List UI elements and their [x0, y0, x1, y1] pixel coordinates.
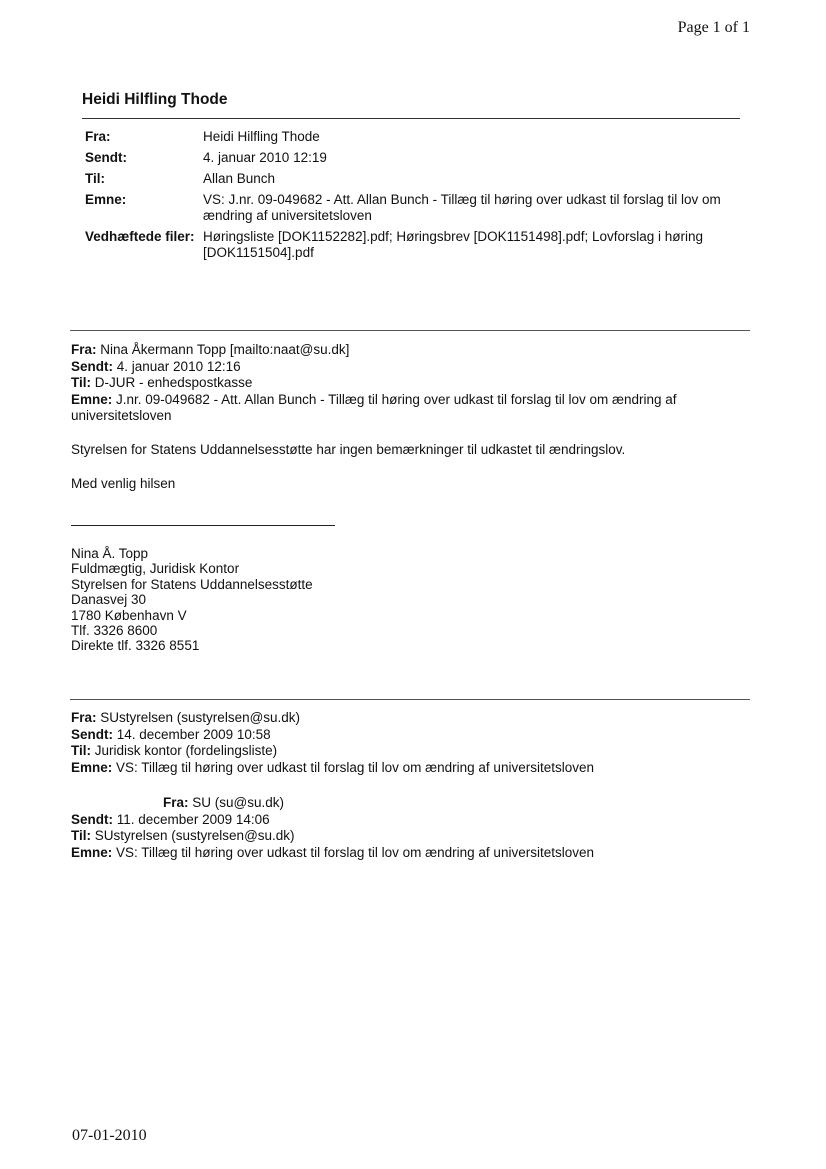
msg3-from-value: SU (su@su.dk) [192, 795, 285, 810]
sender-title: Heidi Hilfling Thode [82, 91, 228, 108]
msg3-subject-value: VS: Tillæg til høring over udkast til forslag til lov om ændring af universitetsloven [116, 844, 594, 860]
msg3-subject-label: Emne: [71, 844, 113, 860]
message-divider [70, 699, 750, 700]
msg1-sent [71, 359, 751, 376]
subject-value: VS: J.nr. 09-049682 - Att. Allan Bunch - Tillæg til høring over udkast til forslag til lov om ændring af universitetsloven [203, 192, 721, 223]
msg1-sent-value: 4. januar 2010 12:16 [116, 358, 241, 374]
msg1-to-value: D-JUR - enhedspostkasse [94, 375, 253, 390]
forwarded-message-3 [71, 795, 751, 861]
message-divider [70, 330, 750, 331]
msg3-to [71, 828, 751, 845]
msg2-from-label: Fra: [71, 710, 97, 725]
msg1-from-value: Nina Åkermann Topp [mailto:naat@su.dk] [100, 342, 350, 357]
signature-line: Styrelsen for Statens Uddannelsesstøtte [71, 576, 313, 592]
signature-line: 1780 København V [71, 607, 187, 623]
msg1-subject [71, 392, 731, 425]
msg3-from [71, 795, 751, 812]
msg3-subject [71, 845, 751, 862]
from-value: Heidi Hilfling Thode [203, 129, 320, 144]
forwarded-message-2 [71, 710, 751, 776]
msg2-subject [71, 760, 751, 777]
signature-line: Direkte tlf. 3326 8551 [71, 638, 200, 654]
forwarded-message-1 [71, 342, 751, 425]
email-header [85, 129, 735, 266]
attachments-value: Høringsliste [DOK1152282].pdf; Høringsbrev [DOK1151498].pdf; Lovforslag i høring [DOK1151504].pdf [203, 229, 703, 260]
footer-date: 07-01-2010 [72, 1127, 147, 1144]
subject-label: Emne: [85, 192, 127, 207]
msg1-closing: Med venlig hilsen [71, 476, 176, 491]
signature-block [71, 546, 313, 654]
msg3-from-label: Fra: [163, 795, 189, 810]
from-label: Fra: [85, 129, 111, 144]
signature-line: Nina Å. Topp [71, 546, 149, 561]
signature-line: Danasvej 30 [71, 592, 147, 608]
msg1-from [71, 342, 751, 359]
msg1-body: Styrelsen for Statens Uddannelsesstøtte har ingen bemærkninger til udkastet til ændringslov. [71, 442, 626, 457]
to-label: Til: [85, 171, 105, 186]
msg2-subject-value: VS: Tillæg til høring over udkast til forslag til lov om ændring af universitetsloven [116, 759, 594, 775]
msg2-from [71, 710, 751, 727]
msg2-to [71, 743, 751, 760]
msg3-to-value: SUstyrelsen (sustyrelsen@su.dk) [94, 828, 295, 843]
msg3-sent-value: 11. december 2009 14:06 [116, 811, 270, 827]
msg1-to-label: Til: [71, 375, 91, 390]
sent-value: 4. januar 2010 12:19 [203, 150, 327, 165]
msg2-sent-label: Sendt: [71, 726, 113, 742]
msg3-sent [71, 812, 751, 829]
signature-line: Fuldmægtig, Juridisk Kontor [71, 561, 240, 577]
msg3-sent-label: Sendt: [71, 811, 113, 827]
msg1-subject-value: J.nr. 09-049682 - Att. Allan Bunch - Tillæg til høring over udkast til forslag til lov om ændring af universitetsloven [71, 391, 677, 423]
msg2-sent [71, 727, 751, 744]
page-number: Page 1 of 1 [677, 19, 750, 36]
msg2-from-value: SUstyrelsen (sustyrelsen@su.dk) [100, 710, 301, 725]
header-subject-row [85, 192, 735, 224]
title-divider [82, 118, 740, 119]
msg2-sent-value: 14. december 2009 10:58 [116, 726, 271, 742]
msg1-subject-label: Emne: [71, 391, 113, 407]
msg2-to-value: Juridisk kontor (fordelingsliste) [94, 743, 278, 758]
signature-line: Tlf. 3326 8600 [71, 623, 158, 639]
msg1-sent-label: Sendt: [71, 358, 113, 374]
header-sent-row [85, 150, 735, 166]
header-to-row [85, 171, 735, 187]
msg2-subject-label: Emne: [71, 759, 113, 775]
msg1-to [71, 375, 751, 392]
to-value: Allan Bunch [203, 171, 276, 186]
msg1-from-label: Fra: [71, 342, 97, 357]
header-from-row [85, 129, 735, 145]
header-attachments-row [85, 229, 735, 261]
msg2-to-label: Til: [71, 743, 91, 758]
signature-divider [71, 525, 335, 526]
attachments-label: Vedhæftede filer: [85, 229, 195, 244]
msg3-to-label: Til: [71, 828, 91, 843]
sent-label: Sendt: [85, 150, 127, 165]
